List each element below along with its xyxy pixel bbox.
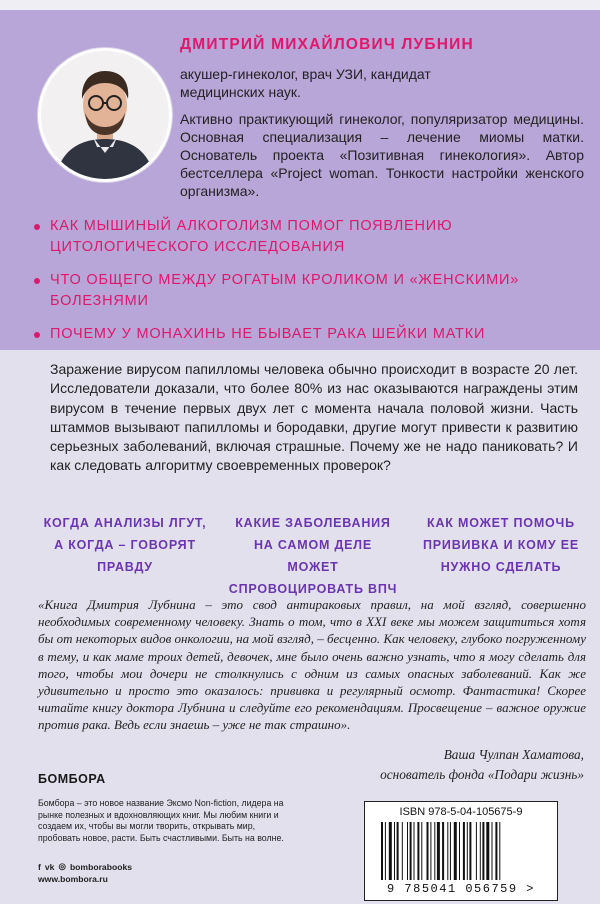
vk-icon[interactable]: vk — [44, 861, 55, 872]
barcode-bar — [454, 822, 457, 880]
highlight-item — [34, 270, 584, 312]
barcode-bar — [482, 822, 484, 880]
barcode-bar — [467, 822, 468, 880]
barcode-bar — [417, 822, 419, 880]
barcode-bar — [499, 822, 500, 880]
barcode-bar — [427, 822, 429, 880]
review-quote: «Книга Дмитрия Лубнина – это свод антираковых правил, на мой взгляд, совершенно необходимых современному человеку. Знать о том, что в XXI веке мы можем защититься хотя бы от некоторых видов онкологии, на мой взгляд, – бесценно. Как человеку, глубоко погруженному в тему, и как маме троих детей, девочек, мне было очень важно узнать, что я могу сделать для того, чтобы мои дочери не столкнулись с одним из самых опасных заболеваний. Как же удивительно и просто это оказалось: прививка и регулярный осмотр. Фантастика! Скорее читайте книгу доктора Лубнина и следуйте его рекомендациям. Просвещение – важное оружие против рака. Ведь если знаешь – уже не так страшно». — [38, 597, 586, 733]
highlight-text: КАК МЫШИНЫЙ АЛКОГОЛИЗМ ПОМОГ ПОЯВЛЕНИЮ ЦИТОЛОГИЧЕСКОГО ИССЛЕДОВАНИЯ — [50, 218, 453, 255]
bullet-dot-icon — [34, 278, 40, 284]
barcode-bar — [492, 822, 493, 880]
barcode-bar — [385, 822, 386, 880]
highlight-item — [34, 216, 584, 258]
author-photo — [38, 48, 172, 182]
author-title: акушер-гинеколог, врач УЗИ, кандидат медицинских наук. — [180, 66, 431, 100]
topic-item: КАКИЕ ЗАБОЛЕВАНИЯ НА САМОМ ДЕЛЕ МОЖЕТ СПРОВОЦИРОВАТЬ ВПЧ — [228, 516, 398, 596]
top-edge — [0, 0, 600, 10]
signature-name: Ваша Чулпан Хаматова, — [443, 747, 584, 762]
publisher-logo: БОМБОРА — [38, 772, 106, 786]
highlight-text: ПОЧЕМУ У МОНАХИНЬ НЕ БЫВАЕТ РАКА ШЕЙКИ МАТКИ — [50, 326, 486, 342]
bullet-dot-icon — [34, 332, 40, 338]
signature-role: основатель фонда «Подари жизнь» — [380, 767, 584, 782]
barcode-bar — [480, 822, 481, 880]
barcode-bar — [397, 822, 399, 880]
barcode-bar — [469, 822, 471, 880]
barcode-panel — [364, 801, 558, 901]
barcode-digits: 9 785041 056759 > — [387, 882, 535, 896]
barcode-bar — [421, 822, 422, 880]
barcode-bar — [437, 822, 440, 880]
social-handle[interactable]: bomborabooks — [69, 861, 133, 872]
barcode-bar — [442, 822, 444, 880]
barcode-bar — [407, 822, 408, 880]
author-name: ДМИТРИЙ МИХАЙЛОВИЧ ЛУБНИН — [180, 36, 474, 53]
highlight-list — [34, 216, 584, 357]
isbn-text: ISBN 978-5-04-105675-9 — [399, 806, 523, 818]
author-bio: Активно практикующий гинеколог, популяризатор медицины. Основная специализация – лечение миомы матки. Основатель проекта «Позитивная гинекология». Автор бестселлера «Project woman. Тонкости настройки женского организма». — [180, 111, 584, 199]
topic-item: КАК МОЖЕТ ПОМОЧЬ ПРИВИВКА И КОМУ ЕЕ НУЖНО СДЕЛАТЬ — [422, 516, 580, 574]
portrait-icon — [41, 51, 169, 179]
social-links — [38, 861, 132, 872]
highlight-text: ЧТО ОБЩЕГО МЕЖДУ РОГАТЫМ КРОЛИКОМ И «ЖЕНСКИМИ» БОЛЕЗНЯМИ — [50, 272, 520, 309]
barcode-bar — [414, 822, 415, 880]
barcode-bar — [389, 822, 392, 880]
barcode-bar — [459, 822, 460, 880]
publisher-website[interactable]: www.bombora.ru — [38, 874, 108, 884]
barcode-bar — [450, 822, 451, 880]
barcode-bar — [434, 822, 435, 880]
topics-row — [40, 512, 586, 600]
description: Заражение вирусом папилломы человека обычно происходит в возрасте 20 лет. Исследователи доказали, что более 80% из нас оказываются награждены этим вирусом в течение первых двух лет с момента начала половой жизни. Часть штаммов вызывают папилломы и бородавки, другие могут привести к развитию серьезных заболеваний, включая страшные. Почему же не надо паниковать? И как следовать алгоритму своевременных проверок? — [50, 361, 578, 474]
publisher-description: Бомбора – это новое название Эксмо Non-fiction, лидера на рынке полезных и вдохновляющих книг. Мы любим книги и создаем их, чтобы вы могли творить, открывать мир, пробовать новое, расти. Быть счастливыми. Быть на волне. — [38, 798, 284, 843]
instagram-icon[interactable]: ◎ — [58, 861, 66, 871]
barcode-bar — [402, 822, 403, 880]
barcode-bar — [394, 822, 395, 880]
barcode-bar — [410, 822, 412, 880]
topic-item: КОГДА АНАЛИЗЫ ЛГУТ, А КОГДА – ГОВОРЯТ ПРАВДУ — [43, 516, 207, 574]
barcode-bar — [476, 822, 477, 880]
highlight-item — [34, 324, 584, 345]
bullet-dot-icon — [34, 224, 40, 230]
barcode-bar — [430, 822, 431, 880]
barcode-bar — [463, 822, 465, 880]
barcode-bar — [495, 822, 497, 880]
facebook-icon[interactable]: f — [38, 861, 41, 872]
barcode-bar — [447, 822, 448, 880]
barcode-bar — [381, 822, 383, 880]
quote-signature — [284, 745, 584, 785]
barcode-bar — [486, 822, 489, 880]
